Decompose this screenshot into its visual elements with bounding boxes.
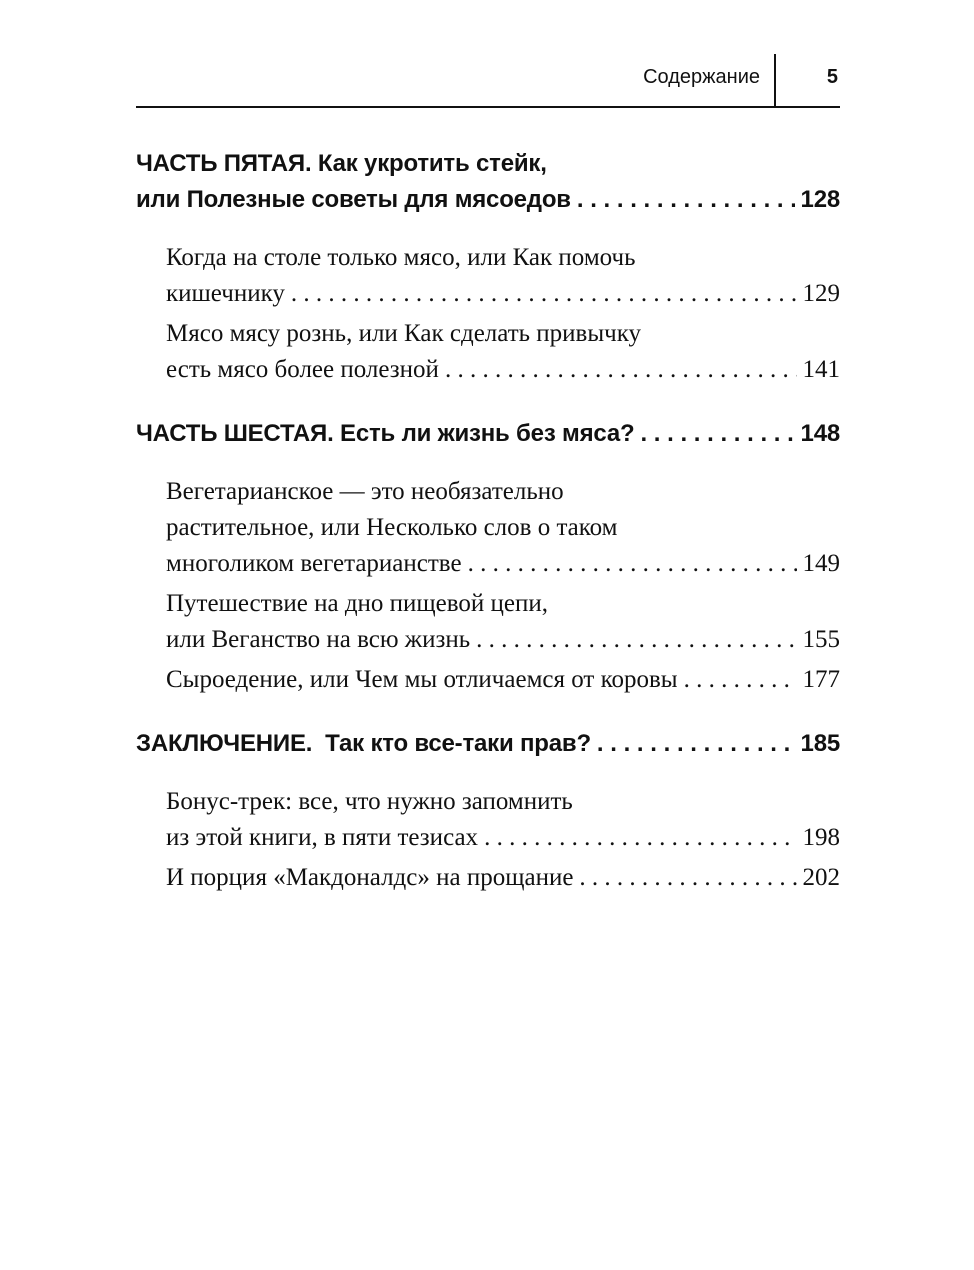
toc-conclusion-line1: ЗАКЛЮЧЕНИЕ. Так кто все-таки прав? <box>136 730 591 757</box>
toc-entry-line3: многоликом вегетарианстве <box>166 550 462 577</box>
toc-entry-page: 202 <box>802 864 840 891</box>
toc-part-6-line1: ЧАСТЬ ШЕСТАЯ. Есть ли жизнь без мяса? <box>136 420 635 447</box>
leader-dots <box>577 182 795 218</box>
toc-entry-page: 129 <box>802 280 840 307</box>
header-rule <box>136 106 840 108</box>
toc-entry-line1: Вегетарианское — это необязательно <box>166 478 564 505</box>
toc-entry[interactable] <box>166 662 840 698</box>
toc-entry-page: 155 <box>802 626 840 653</box>
leader-dots <box>291 276 797 312</box>
toc-entry-line1: Мясо мясу рознь, или Как сделать привычку <box>166 320 642 347</box>
toc-entry[interactable] <box>166 240 840 312</box>
toc-entry[interactable] <box>166 474 840 582</box>
toc-entry-page: 177 <box>802 666 840 693</box>
leader-dots <box>476 622 796 658</box>
toc-entry-line1: Бонус-трек: все, что нужно запомнить <box>166 788 573 815</box>
toc-entry[interactable] <box>166 586 840 658</box>
leader-dots <box>445 352 797 388</box>
toc-entry-line1: Когда на столе только мясо, или Как помочь <box>166 244 636 271</box>
toc-part-5-line1: ЧАСТЬ ПЯТАЯ. Как укротить стейк, <box>136 150 547 177</box>
toc-part-6-page: 148 <box>800 420 840 447</box>
toc-entry[interactable] <box>166 860 840 896</box>
toc-entry[interactable] <box>166 316 840 388</box>
header-vertical-rule <box>774 54 776 106</box>
toc-part-5-line2: или Полезные советы для мясоедов <box>136 186 571 213</box>
toc-conclusion-page: 185 <box>800 730 840 757</box>
toc-entry-page: 149 <box>802 550 840 577</box>
toc-entry-line2: растительное, или Несколько слов о таком <box>166 514 618 541</box>
leader-dots <box>640 416 794 452</box>
toc-entry-line1: Сыроедение, или Чем мы отличаемся от коровы <box>166 666 678 693</box>
toc-entry-line2: или Веганство на всю жизнь <box>166 626 471 653</box>
running-header <box>136 54 840 108</box>
leader-dots <box>597 726 795 762</box>
toc-entry-page: 141 <box>802 356 840 383</box>
toc-entry-line2: из этой книги, в пяти тезисах <box>166 824 479 851</box>
toc-entry-page: 198 <box>802 824 840 851</box>
toc-entry[interactable] <box>166 784 840 856</box>
leader-dots <box>684 662 797 698</box>
header-title: Содержание <box>643 66 760 88</box>
toc-part-5[interactable] <box>136 146 840 218</box>
toc-entry-line2: есть мясо более полезной <box>166 356 439 383</box>
toc-entry-line1: И порция «Макдоналдс» на прощание <box>166 864 574 891</box>
leader-dots <box>484 820 796 856</box>
toc-conclusion[interactable] <box>136 726 840 762</box>
toc-part-6[interactable] <box>136 416 840 452</box>
leader-dots <box>468 546 797 582</box>
header-page-number: 5 <box>826 66 838 88</box>
toc-part-5-page: 128 <box>800 186 840 213</box>
toc-entry-line1: Путешествие на дно пищевой цепи, <box>166 590 549 617</box>
toc-entry-line2: кишечнику <box>166 280 285 307</box>
leader-dots <box>579 860 796 896</box>
table-of-contents <box>136 146 840 896</box>
